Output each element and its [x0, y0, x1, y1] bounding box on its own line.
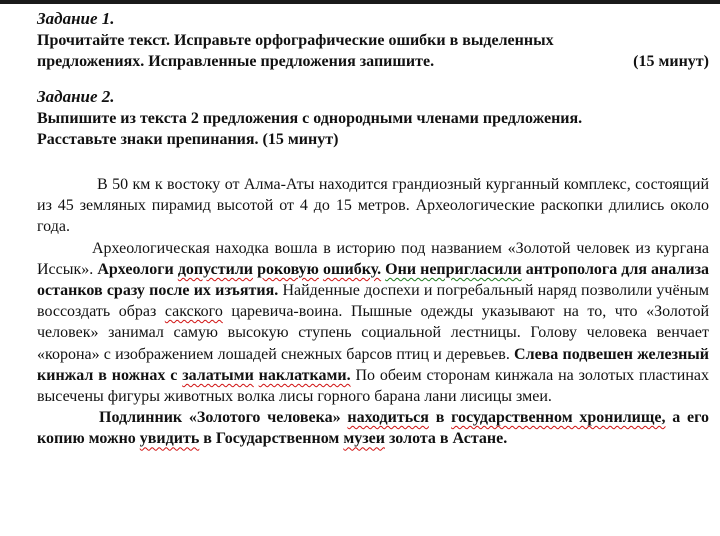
word: ошибку.: [322, 260, 382, 278]
task1-title: Задание 1.: [37, 9, 115, 28]
paragraph-1: В 50 км к востоку от Алма-Аты находится грандиозный курганный комплекс, состоящий из 45 земляных пирамид высотой от 4 до 15 метров. Археологические раскопки длились около года.: [37, 176, 709, 236]
task2-instructions: [37, 108, 709, 150]
sentence: По обеим сторонам кинжала на золотых пластинах высечены фигуры животных волка лисы горного барана лани лисицы змеи.: [37, 366, 710, 406]
word: наклатками.: [258, 366, 351, 384]
top-border: [0, 0, 720, 4]
word: залатыми: [182, 366, 254, 384]
task1-line2: предложениях. Исправленные предложения запишите.: [37, 53, 435, 70]
word: роковую: [257, 260, 319, 278]
sentence: царевича-воина. Пышные одежды указывают на то, что «Золотой человек» занимал самую высокую ступень социальной лестницы. Голову человека венчает «корона» с изображением лошадей снежных барсов птиц и деревьев.: [37, 303, 710, 363]
paragraph-3: [37, 407, 709, 449]
word: увидить: [139, 430, 200, 448]
task1-time: (15 минут): [633, 53, 709, 70]
word: Они непригласили: [385, 260, 522, 278]
task1-line1: Прочитайте текст. Исправьте орфографические ошибки в выделенных: [37, 32, 554, 49]
word: допустили: [177, 260, 254, 278]
task2-line2: Расставьте знаки препинания.: [37, 131, 259, 148]
sentence: Найденные доспехи и погребальный наряд позволили учёным воссоздать образ: [37, 282, 710, 321]
word: музеи: [343, 430, 385, 448]
paragraph-2: [37, 238, 709, 408]
word: антрополога для анализа останков сразу после их изъятия.: [37, 260, 710, 300]
task2-title: Задание 2.: [37, 87, 115, 106]
word: Археологи: [97, 260, 174, 278]
word: Слева подвешен железный кинжал в ножнах с: [37, 345, 710, 384]
word: сакского: [164, 303, 223, 321]
word: находиться: [347, 409, 429, 427]
task2-time: (15 минут): [262, 131, 339, 148]
word: а его копию можно: [37, 409, 709, 448]
highlighted-sentence: [37, 409, 709, 447]
task2-line1: Выпишите из текста 2 предложения с однородными членами предложения.: [37, 110, 583, 127]
word: государственном хронилище,: [451, 409, 666, 427]
spacer: [37, 150, 709, 174]
highlighted-sentence: [97, 261, 381, 278]
word: в Государственном: [203, 430, 340, 448]
word: в: [435, 409, 445, 427]
document-page: [37, 8, 709, 450]
spacer: [37, 72, 709, 86]
word: Подлинник «Золотого человека»: [99, 409, 341, 427]
sentence: Археологическая находка вошла в историю под названием «Золотой человек из кургана Иссык».: [37, 239, 709, 278]
word: золота в Астане.: [388, 430, 508, 448]
task1-instructions: [37, 30, 709, 72]
